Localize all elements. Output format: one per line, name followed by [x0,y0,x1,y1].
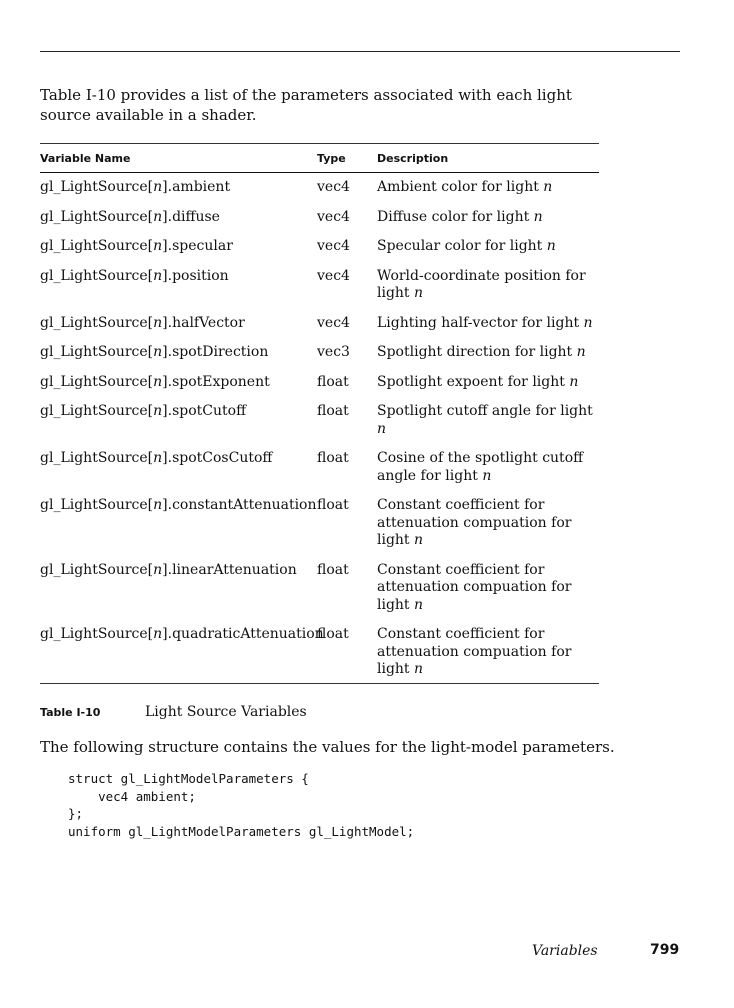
variable-index: n [153,373,163,390]
description-text: World-coordinate position for light [377,267,586,301]
cell-type: vec4 [317,179,350,195]
variable-name-prefix: gl_LightSource[ [40,208,154,225]
cell-type: vec4 [317,267,350,284]
table-caption [40,704,307,720]
variable-name-prefix: gl_LightSource[ [40,626,154,642]
description-text: Ambient color for light [377,179,539,195]
cell-variable-name [40,179,317,197]
cell-description [377,403,599,438]
variable-name-suffix: ].constantAttenuation [162,497,317,513]
variable-index: n [153,267,163,284]
description-text: Constant coefficient for attenuation compuation for light [377,497,572,548]
cell-variable-name [40,562,317,615]
variable-name-prefix: gl_LightSource[ [40,179,154,195]
cell-variable-name [40,238,317,256]
header-variable-name: Variable Name [40,151,131,165]
cell-variable-name [40,497,317,550]
cell-type: float [317,561,349,578]
variable-name-suffix: ].spotCosCutoff [162,450,273,466]
description-variable: n [414,285,424,301]
code-line: uniform gl_LightModelParameters gl_LightModel; [68,823,415,839]
cell-variable-name [40,268,317,303]
variable-index: n [153,497,163,513]
variable-name-prefix: gl_LightSource[ [40,497,154,513]
variable-index: n [153,450,163,466]
description-variable: n [414,532,424,548]
variable-name-prefix: gl_LightSource[ [40,403,154,419]
cell-variable-name [40,209,317,227]
description-variable: n [546,238,556,254]
description-variable: n [414,596,424,613]
variable-name-suffix: ].ambient [162,179,231,195]
cell-variable-name [40,450,317,485]
cell-type: vec4 [317,314,350,331]
description-text: Spotlight direction for light [377,344,573,360]
table-row [40,173,599,205]
cell-description [377,268,599,303]
description-text: Spotlight expoent for light [377,373,565,390]
variable-index: n [153,208,163,225]
cell-description [377,450,599,485]
light-source-table [40,143,599,684]
description-variable: n [543,179,553,195]
table-header-row [40,144,599,172]
description-text: Specular color for light [377,238,543,254]
variable-name-prefix: gl_LightSource[ [40,450,154,466]
variable-name-suffix: ].halfVector [162,314,245,331]
description-variable: n [576,344,586,360]
variable-name-prefix: gl_LightSource[ [40,561,154,578]
variable-index: n [153,238,163,254]
table-row [40,370,599,400]
variable-name-prefix: gl_LightSource[ [40,373,154,390]
cell-type: float [317,626,349,642]
caption-text: Light Source Variables [145,704,307,720]
cell-variable-name [40,344,317,362]
cell-description [377,315,599,333]
table-row [40,399,599,446]
page-number: 799 [650,942,680,958]
cell-description [377,562,599,615]
table-row [40,205,599,235]
header-type: Type [317,151,346,165]
table-body [40,173,599,683]
cell-type: vec4 [317,208,350,225]
cell-description [377,626,599,679]
variable-index: n [153,403,163,419]
intro-paragraph: Table I-10 provides a list of the parameters associated with each light source available in a shader. [40,86,572,124]
cell-description [377,209,599,227]
table-row [40,622,599,683]
variable-index: n [153,561,163,578]
variable-index: n [153,179,163,195]
description-text: Diffuse color for light [377,208,530,225]
cell-type: vec4 [317,238,350,254]
code-line: struct gl_LightModelParameters { [68,771,309,786]
variable-name-suffix: ].linearAttenuation [162,561,297,578]
variable-name-suffix: ].quadraticAttenuation [162,626,324,642]
header-description: Description [377,151,449,165]
cell-type: float [317,403,349,419]
body-paragraph: The following structure contains the values for the light-model parameters. [40,738,615,756]
caption-label: Table I-10 [40,706,101,719]
variable-name-prefix: gl_LightSource[ [40,267,154,284]
table-bottom-rule [40,683,599,684]
code-line: }; [68,806,84,821]
cell-description [377,238,599,256]
description-variable: n [377,420,387,437]
cell-variable-name [40,315,317,333]
table-row [40,264,599,311]
description-text: Constant coefficient for attenuation compuation for light [377,561,572,613]
variable-name-prefix: gl_LightSource[ [40,314,154,331]
description-text: Spotlight cutoff angle for light [377,403,593,419]
variable-name-suffix: ].position [162,267,229,284]
cell-variable-name [40,626,324,679]
description-variable: n [414,661,424,677]
footer-section-title: Variables [532,943,598,959]
description-variable: n [482,467,492,484]
variable-index: n [153,314,163,331]
cell-variable-name [40,374,317,392]
cell-description [377,179,599,197]
table-row [40,446,599,493]
table-row [40,558,599,623]
variable-index: n [153,344,163,360]
cell-type: float [317,373,349,390]
cell-description [377,497,599,550]
description-text: Cosine of the spotlight cutoff angle for light [377,450,584,484]
cell-description [377,374,599,392]
code-line: vec4 ambient; [68,788,196,804]
description-variable: n [583,314,593,331]
cell-variable-name [40,403,317,438]
variable-name-prefix: gl_LightSource[ [40,344,154,360]
variable-name-suffix: ].spotDirection [162,344,269,360]
table-row [40,493,599,558]
cell-type: float [317,497,349,513]
table-row [40,340,599,370]
description-text: Lighting half-vector for light [377,314,580,331]
code-block [68,770,414,840]
table-row [40,311,599,341]
cell-type: float [317,450,349,466]
table-row [40,234,599,264]
variable-name-prefix: gl_LightSource[ [40,238,154,254]
variable-name-suffix: ].spotExponent [162,373,270,390]
variable-name-suffix: ].specular [162,238,233,254]
top-rule [40,51,680,52]
description-variable: n [569,373,579,390]
description-text: Constant coefficient for attenuation compuation for light [377,626,572,677]
description-variable: n [533,208,543,225]
variable-index: n [153,626,163,642]
cell-type: vec3 [317,344,350,360]
variable-name-suffix: ].diffuse [162,208,220,225]
variable-name-suffix: ].spotCutoff [162,403,247,419]
cell-description [377,344,599,362]
